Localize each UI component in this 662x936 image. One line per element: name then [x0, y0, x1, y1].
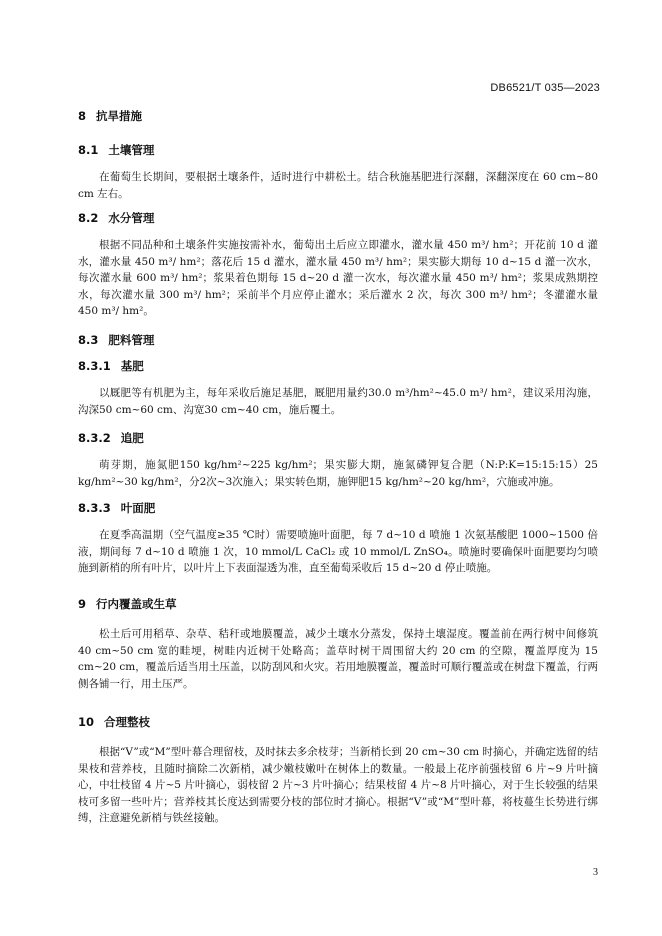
section-s9: [78, 596, 598, 692]
section-title: 抗旱措施: [96, 109, 143, 123]
section-title: 追肥: [120, 431, 144, 445]
section-number: 8.3.1: [78, 359, 111, 373]
section-s8-3-1: [78, 358, 598, 418]
section-s8-3-3: [78, 500, 598, 577]
section-heading: [78, 430, 598, 446]
section-heading: [78, 108, 598, 124]
section-number: 8.3.2: [78, 431, 111, 445]
section-heading: [78, 332, 598, 348]
section-s8-3-2: [78, 430, 598, 490]
section-number: 8.3: [78, 333, 99, 347]
paragraph: 根据不同品种和土壤条件实施按需补水，葡萄出土后应立即灌水，灌水量 450 m³/ hm²；开花前 10 d 灌水，灌水量 450 m³/ hm²；落花后 15 d 灌水，灌水量 450 m³/ hm²；果实膨大期每 10 d~15 d 灌一次水，每次灌水量 600 m³/ hm²；浆果着色期每 15 d~20 d 灌一次水，每次灌水量 450 m³/ hm²；浆果成熟期控水，每次灌水量 300 m³/ hm²；采前半个月应停止灌水；采后灌水 2 次，每次 300 m³/ hm²；冬灌灌水量 450 m³/ hm²。: [78, 239, 598, 317]
paragraph: 在葡萄生长期间，要根据土壤条件，适时进行中耕松土。结合秋施基肥进行深翻，深翻深度在 60 cm~80 cm 左右。: [78, 171, 598, 200]
paragraph: 松土后可用稻草、杂草、秸秆或地膜覆盖，减少土壤水分蒸发，保持土壤湿度。覆盖前在两行树中间修筑 40 cm~50 cm 宽的畦埂，树畦内近树干处略高；盖草时树干周围留大约 20 cm 的空隙，覆盖厚度为 15 cm~20 cm，覆盖后适当用土压盖，以防刮风和火灾。若用地膜覆盖，覆盖时可顺行覆盖或在树盘下覆盖，行两侧各铺一行，用土压严。: [78, 628, 598, 690]
paragraph: 根据“V”或“M”型叶幕合理留枝，及时抹去多余枝芽；当新梢长到 20 cm~30 cm 时摘心，并确定选留的结果枝和营养枝，且随时摘除二次新梢，减少嫩枝嫩叶在树体上的数量。一般最上花序前强枝留 6 片~9 片叶摘心，中壮枝留 4 片~5 片叶摘心，弱枝留 2 片~3 片叶摘心；结果枝留 4 片~8 片叶摘心，对于生长较强的结果枝可多留一些叶片；营养枝其长度达到需要分枝的部位时才摘心。根据“V”或“M”型叶幕，将枝蔓生长势进行绑缚，注意避免新梢与铁丝接触。: [78, 746, 598, 824]
section-number: 9: [78, 597, 87, 611]
paragraph: 萌芽期，施氮肥150 kg/hm²~225 kg/hm²；果实膨大期，施氮磷钾复合肥（N:P:K=15:15:15）25 kg/hm²~30 kg/hm²，分2次~3次施入；果实转色期，施钾肥15 kg/hm²~20 kg/hm²，穴施或冲施。: [78, 459, 598, 488]
section-heading: [78, 500, 598, 516]
section-heading: [78, 714, 598, 730]
section-s8-1: [78, 142, 598, 202]
section-title: 基肥: [120, 359, 144, 373]
page-number: 3: [593, 867, 598, 878]
section-heading: [78, 358, 598, 374]
section-heading: [78, 210, 598, 226]
section-number: 8.1: [78, 143, 99, 157]
section-number: 8.3.3: [78, 501, 111, 515]
section-title: 肥料管理: [108, 333, 155, 347]
section-title: 土壤管理: [108, 143, 155, 157]
section-s10: [78, 714, 598, 827]
paragraph: 在夏季高温期（空气温度≥35 ℃时）需要喷施叶面肥，每 7 d~10 d 喷施 1 次氨基酸肥 1000~1500 倍液，期间每 7 d~10 d 喷施 1 次，10 mmol/L CaCl₂ 或 10 mmol/L ZnSO₄。喷施时要确保叶面肥要均匀喷施到新梢的所有叶片，以叶片上下表面湿透为准，直至葡萄采收后 15 d~20 d 停止喷施。: [78, 529, 598, 574]
section-number: 8: [78, 109, 87, 123]
section-title: 水分管理: [108, 211, 155, 225]
section-title: 合理整枝: [104, 715, 151, 729]
document-code: DB6521/T 035—2023: [490, 82, 600, 94]
section-s8-2: [78, 210, 598, 320]
section-heading: [78, 142, 598, 158]
section-title: 叶面肥: [120, 501, 156, 515]
section-s8-3: [78, 332, 598, 348]
section-title: 行内覆盖或生草: [96, 597, 177, 611]
paragraph: 以厩肥等有机肥为主，每年采收后施足基肥，厩肥用量约30.0 m³/hm²~45.0 m³/ hm²，建议采用沟施，沟深50 cm~60 cm、沟宽30 cm~40 cm，施后覆土。: [78, 387, 598, 416]
section-heading: [78, 596, 598, 612]
section-s8: [78, 108, 598, 124]
section-number: 8.2: [78, 211, 99, 225]
section-number: 10: [78, 715, 95, 729]
